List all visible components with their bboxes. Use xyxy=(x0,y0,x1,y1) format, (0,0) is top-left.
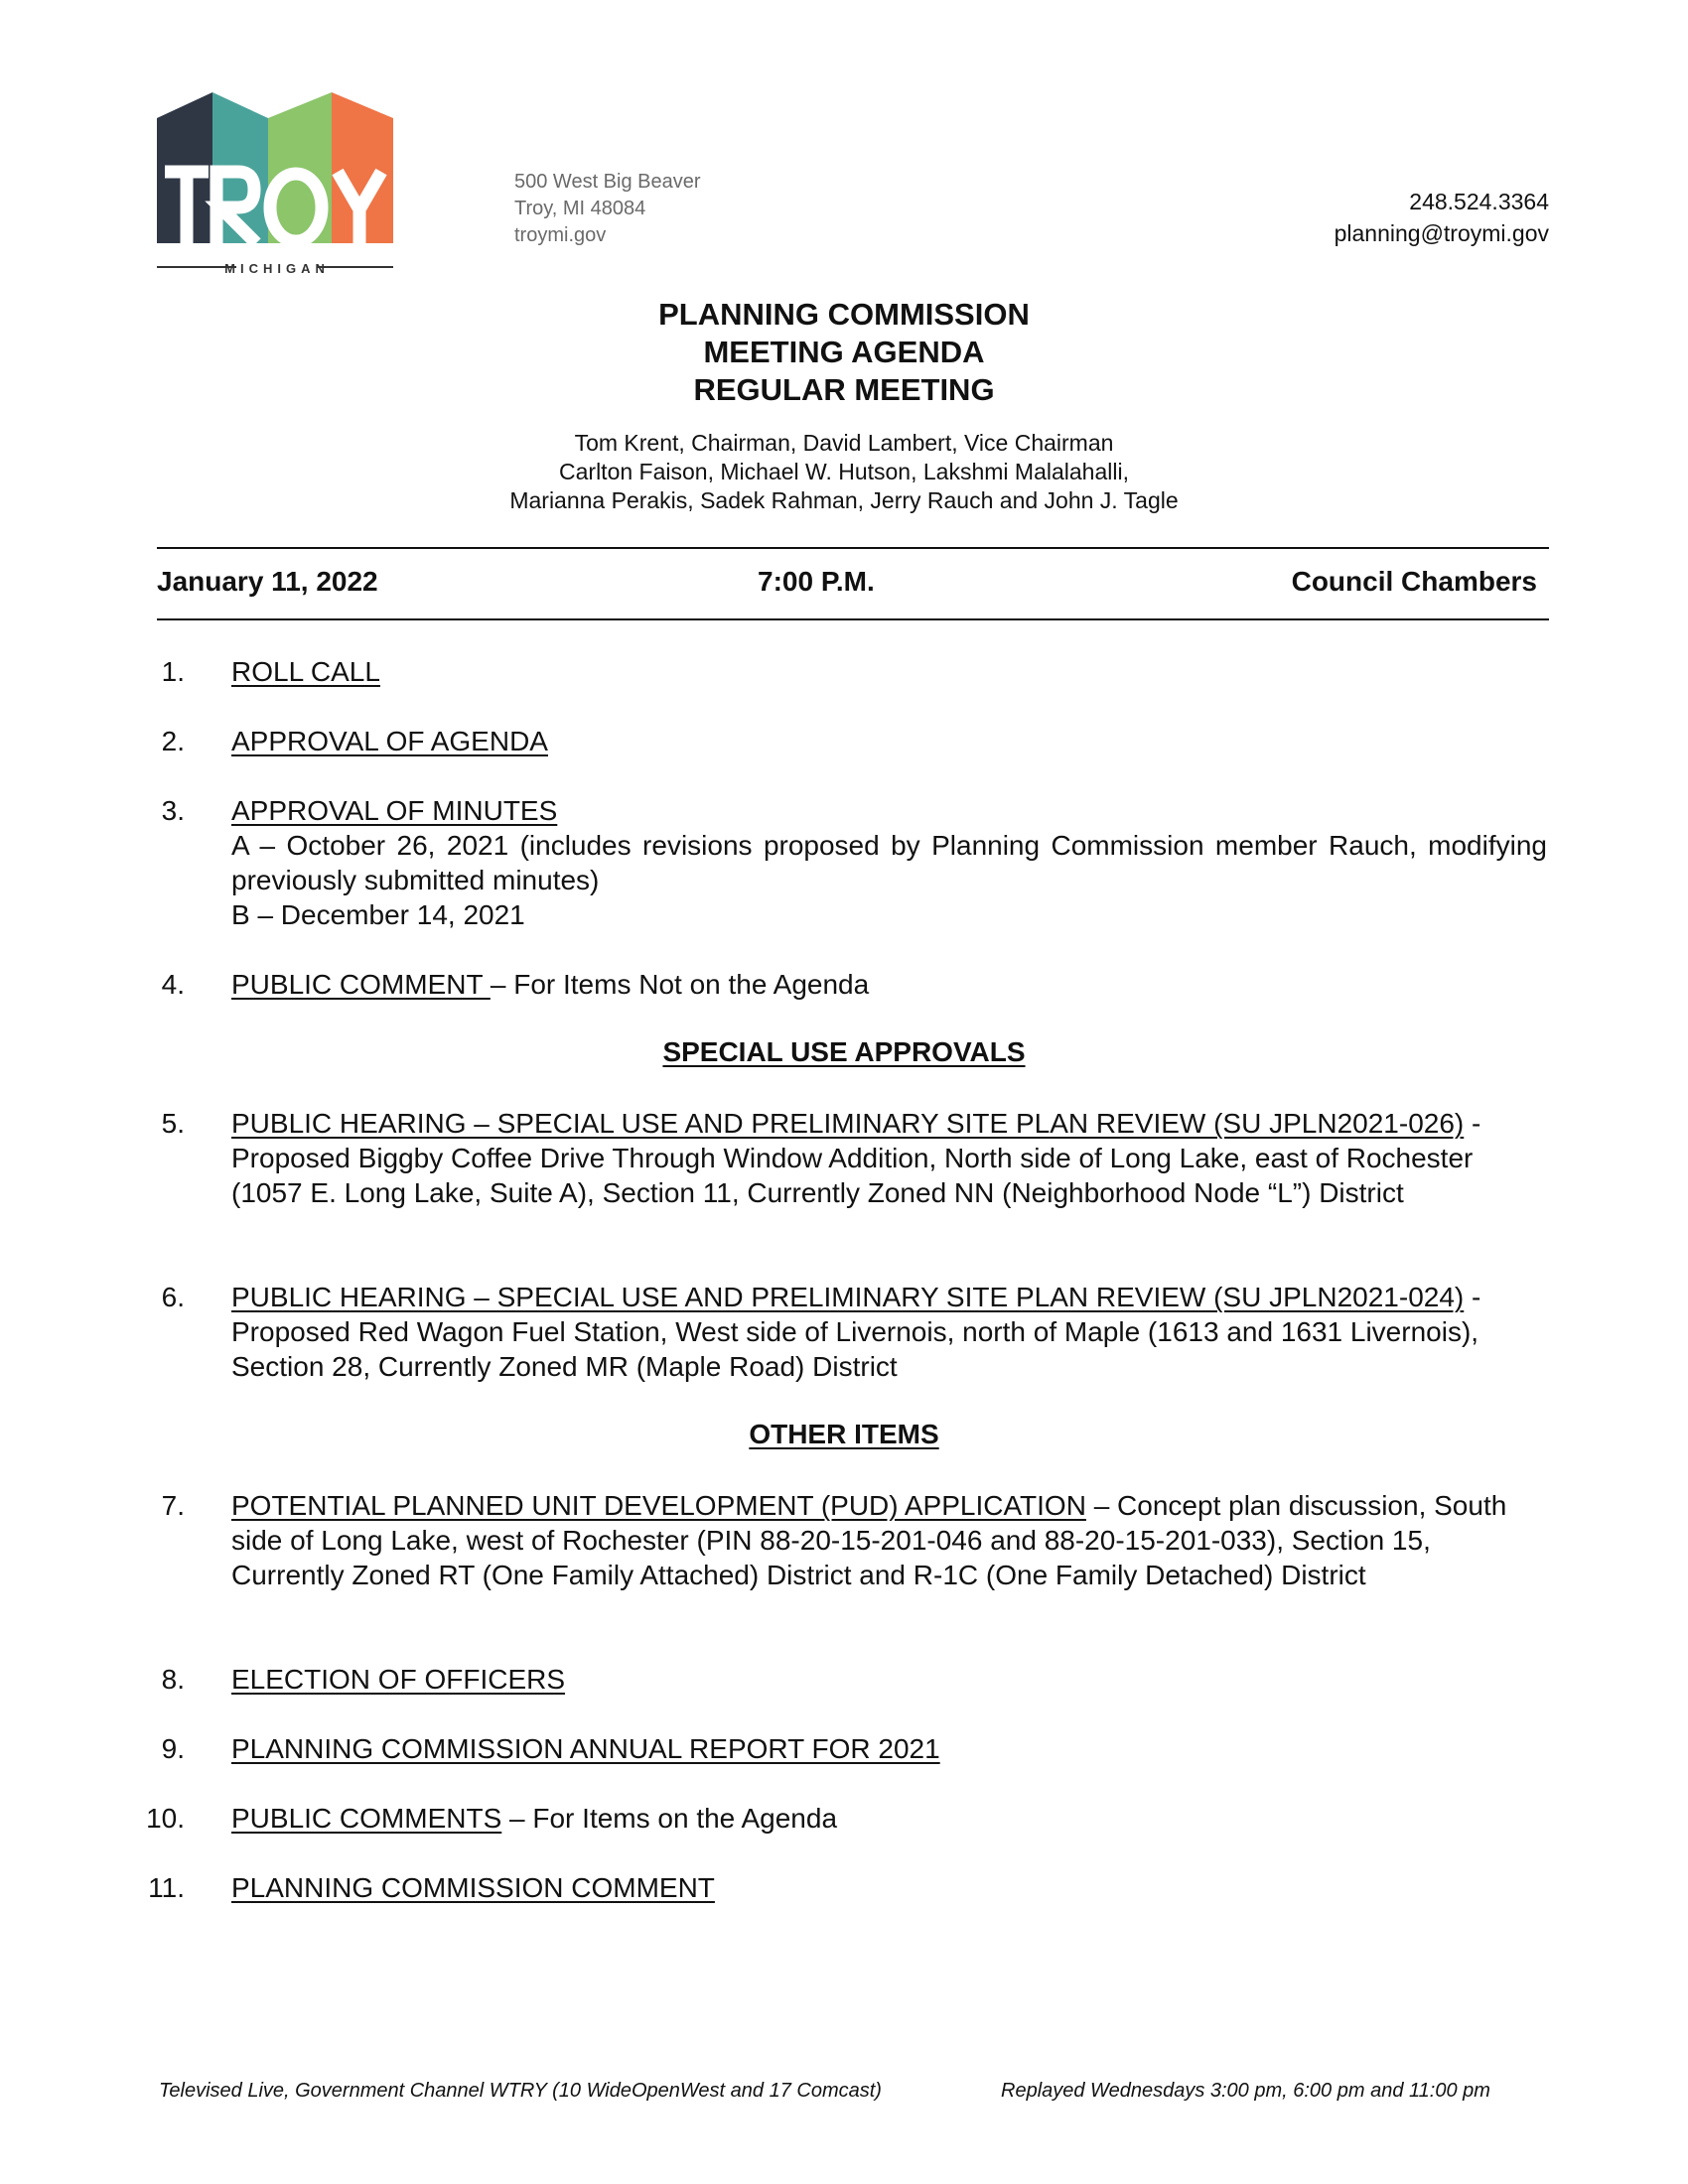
phone-number: 248.524.3364 xyxy=(1409,189,1549,214)
section-heading-other-items: OTHER ITEMS xyxy=(749,1419,939,1449)
agenda-item xyxy=(137,1801,1547,1836)
agenda-item xyxy=(137,1106,1547,1210)
footer-televised: Televised Live, Government Channel WTRY (10 WideOpenWest and 17 Comcast) xyxy=(159,2080,882,2102)
item-heading: APPROVAL OF AGENDA xyxy=(231,726,548,756)
agenda-item xyxy=(137,1488,1547,1592)
item-heading: PUBLIC COMMENT xyxy=(231,969,491,1000)
item-number: 4. xyxy=(161,969,185,1000)
troy-michigan-logo xyxy=(157,92,494,276)
members-line-2: Carlton Faison, Michael W. Hutson, Lakshmi Malalahalli, xyxy=(559,459,1129,484)
item-description: - Proposed Red Wagon Fuel Station, West side of Livernois, north of Maple (1613 and 1631 Livernois), Section 28, Currently Zoned MR (Maple Road) District xyxy=(231,1282,1481,1382)
item-heading: ELECTION OF OFFICERS xyxy=(231,1664,566,1695)
minutes-b: B – December 14, 2021 xyxy=(231,899,525,930)
logo-subtitle: MICHIGAN xyxy=(224,261,330,276)
minutes-a: A – October 26, 2021 (includes revisions proposed by Planning Commission member Rauch, modifying previously submitted minutes) xyxy=(231,830,1547,895)
agenda-item xyxy=(137,1870,1547,1905)
title-line-2: MEETING AGENDA xyxy=(703,335,985,369)
agenda-item xyxy=(137,1280,1547,1384)
item-description: – For Items Not on the Agenda xyxy=(490,969,870,1000)
title-line-3: REGULAR MEETING xyxy=(693,372,995,407)
address-website: troymi.gov xyxy=(514,224,607,246)
item-number: 10. xyxy=(146,1803,185,1834)
page-title xyxy=(0,296,1688,409)
item-heading: PLANNING COMMISSION COMMENT xyxy=(231,1872,715,1903)
bottom-divider xyxy=(157,618,1549,620)
agenda-item xyxy=(137,724,1547,758)
item-number: 5. xyxy=(161,1108,185,1139)
agenda-item xyxy=(137,654,1547,689)
footer-replayed: Replayed Wednesdays 3:00 pm, 6:00 pm and 11:00 pm xyxy=(1001,2080,1490,2102)
commission-members xyxy=(0,429,1688,515)
item-heading: PUBLIC HEARING – SPECIAL USE AND PRELIMINARY SITE PLAN REVIEW (SU JPLN2021-026) xyxy=(231,1108,1465,1139)
item-heading: APPROVAL OF MINUTES xyxy=(231,795,558,826)
item-heading: PUBLIC HEARING – SPECIAL USE AND PRELIMINARY SITE PLAN REVIEW (SU JPLN2021-024) xyxy=(231,1282,1465,1312)
item-number: 11. xyxy=(148,1872,185,1903)
members-line-3: Marianna Perakis, Sadek Rahman, Jerry Rauch and John J. Tagle xyxy=(509,487,1179,513)
item-heading: PLANNING COMMISSION ANNUAL REPORT FOR 2021 xyxy=(231,1733,940,1764)
agenda-item xyxy=(137,793,1547,932)
meeting-location: Council Chambers xyxy=(1291,566,1537,597)
meeting-time: 7:00 P.M. xyxy=(758,566,875,597)
item-number: 9. xyxy=(161,1733,185,1764)
members-line-1: Tom Krent, Chairman, David Lambert, Vice Chairman xyxy=(574,430,1114,456)
item-number: 1. xyxy=(161,656,185,687)
email-address: planning@troymi.gov xyxy=(1334,220,1549,246)
agenda-item xyxy=(137,967,1547,1002)
address-city: Troy, MI 48084 xyxy=(514,198,646,219)
item-description: – For Items on the Agenda xyxy=(501,1803,838,1834)
title-line-1: PLANNING COMMISSION xyxy=(658,297,1030,332)
broadcast-footer xyxy=(159,2080,1549,2103)
item-number: 7. xyxy=(161,1490,185,1521)
item-number: 2. xyxy=(161,726,185,756)
agenda-item xyxy=(137,1731,1547,1766)
address-block xyxy=(514,169,701,249)
item-heading: PUBLIC COMMENTS xyxy=(231,1803,502,1834)
item-number: 3. xyxy=(161,795,185,826)
address-street: 500 West Big Beaver xyxy=(514,171,701,193)
top-divider xyxy=(157,547,1549,549)
agenda-item xyxy=(137,1662,1547,1697)
item-heading: ROLL CALL xyxy=(231,656,380,687)
item-number: 8. xyxy=(161,1664,185,1695)
contact-block xyxy=(1335,186,1549,249)
item-number: 6. xyxy=(161,1282,185,1312)
item-description: - Proposed Biggby Coffee Drive Through Window Addition, North side of Long Lake, east of Rochester (1057 E. Long Lake, Suite A), Section 11, Currently Zoned NN (Neighborhood Node “L”) District xyxy=(231,1108,1481,1208)
section-heading-special-use: SPECIAL USE APPROVALS xyxy=(662,1036,1026,1067)
item-description: – Concept plan discussion, South side of Long Lake, west of Rochester (PIN 88-20-15-201-046 and 88-20-15-201-033), Section 15, Currently Zoned RT (One Family Attached) District and R-1C (One Family Detached) District xyxy=(231,1490,1507,1590)
item-heading: POTENTIAL PLANNED UNIT DEVELOPMENT (PUD) APPLICATION xyxy=(231,1490,1086,1521)
meeting-date: January 11, 2022 xyxy=(157,566,378,597)
